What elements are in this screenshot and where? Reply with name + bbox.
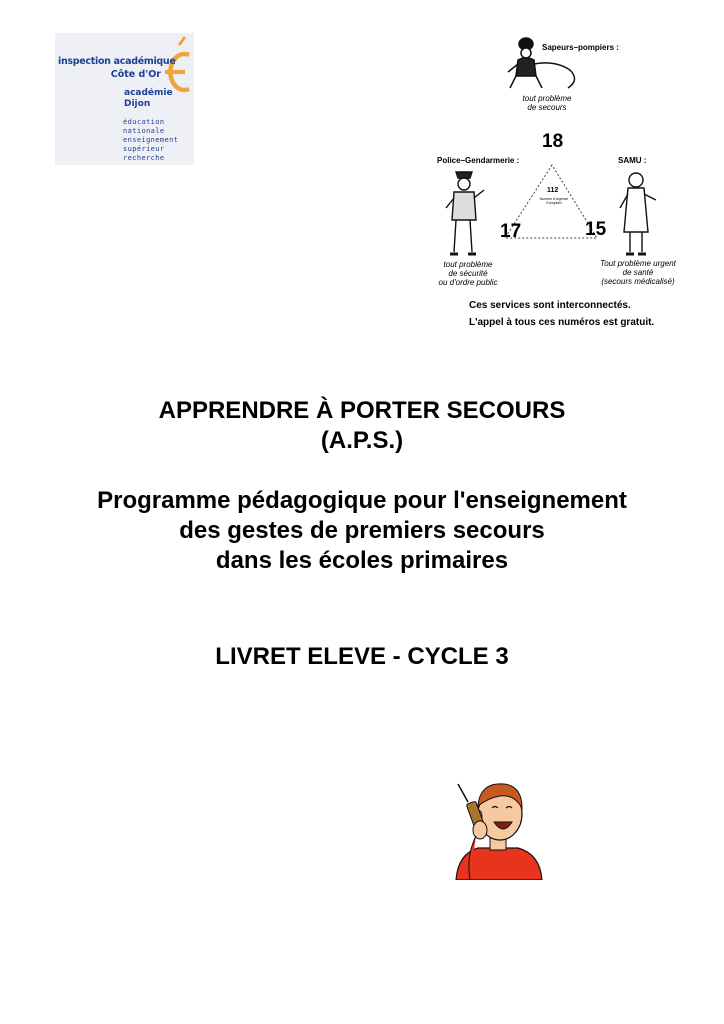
logo-ministry-line: éducation — [123, 118, 165, 126]
title-abbreviation: (A.P.S.) — [320, 427, 404, 454]
logo-ministry-line: nationale — [123, 127, 165, 135]
police-number: 17 — [500, 221, 522, 242]
doctor-icon — [620, 173, 656, 254]
police-caption: tout problème de sécurité ou d'ordre public — [438, 260, 498, 288]
european-number: 112 — [547, 187, 559, 194]
samu-caption: Tout problème urgent de santé (secours médicalisé) — [600, 259, 676, 287]
emergency-numbers-diagram — [430, 30, 676, 340]
diagram-footer-free-call: L'appel à tous ces numéros est gratuit. — [469, 317, 655, 328]
european-number-caption: Numéro d'urgence Européen — [539, 197, 569, 206]
police-officer-icon — [446, 172, 484, 254]
subtitle — [0, 486, 724, 576]
samu-number: 15 — [585, 219, 607, 240]
logo-ministry-line: recherche — [123, 154, 165, 162]
main-title — [0, 396, 724, 456]
logo-line-cote-dor: Côte d'Or — [110, 69, 161, 80]
logo-line-inspection: inspection académique — [58, 56, 176, 67]
academy-logo — [55, 33, 194, 165]
firefighters-label: Sapeurs–pompiers : — [542, 43, 619, 52]
child-phone-illustration-icon — [448, 776, 548, 880]
firefighters-number: 18 — [542, 131, 564, 152]
logo-line-dijon: Dijon — [124, 99, 151, 109]
subtitle-line: Programme pédagogique pour l'enseignement — [97, 487, 627, 514]
title-line: APPRENDRE À PORTER SECOURS — [158, 397, 566, 424]
police-label: Police–Gendarmerie : — [437, 156, 520, 165]
firefighters-caption: tout problème de secours — [522, 94, 572, 113]
emergency-triangle-drawing — [430, 30, 670, 340]
subtitle-line: des gestes de premiers secours — [179, 517, 545, 544]
diagram-footer-interconnected: Ces services sont interconnectés. — [469, 300, 631, 311]
samu-label: SAMU : — [618, 156, 647, 165]
subtitle-line: dans les écoles primaires — [215, 547, 509, 574]
booklet-label: LIVRET ELEVE - CYCLE 3 — [215, 643, 509, 670]
logo-ministry-line: supérieur — [123, 145, 165, 153]
logo-ministry-line: enseignement — [123, 136, 179, 144]
logo-line-academie: académie — [124, 88, 173, 98]
